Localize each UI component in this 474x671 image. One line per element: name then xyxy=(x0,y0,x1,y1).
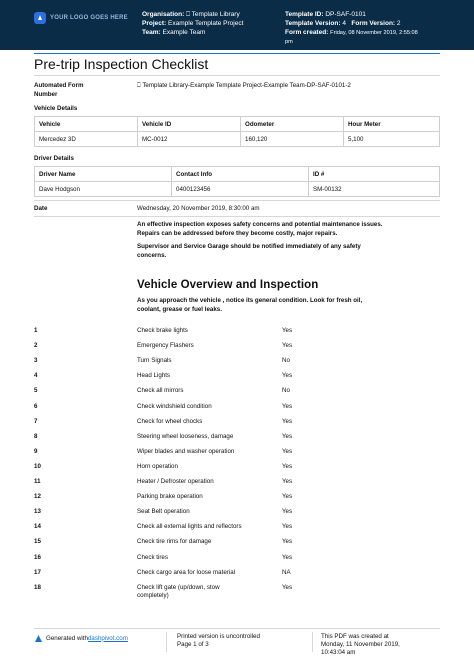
checklist-item-text: Head Lights xyxy=(137,372,171,380)
header-template-info xyxy=(285,10,445,47)
checklist-item xyxy=(137,418,202,426)
project-value: Example Template Project xyxy=(168,20,244,27)
odometer-cell: 160,120 xyxy=(241,132,344,147)
form-created-value-2: pm xyxy=(285,39,293,45)
vehicle-details-label: Vehicle Details xyxy=(34,105,78,112)
checklist-number: 2 xyxy=(34,342,38,350)
note-line: concerns. xyxy=(137,251,167,259)
hour-meter-cell: 5,100 xyxy=(344,132,440,147)
checklist-item xyxy=(137,463,178,471)
section-divider xyxy=(34,200,440,201)
footer-separator xyxy=(312,632,313,652)
checklist-number: 4 xyxy=(34,372,38,380)
note-line: Repairs can be addressed before they become costly, major repairs. xyxy=(137,229,338,237)
checklist-answer: Yes xyxy=(282,538,293,546)
checklist-item-text: Wiper blades and washer operation xyxy=(137,447,235,455)
checklist-answer: Yes xyxy=(282,432,293,440)
driver-details-label: Driver Details xyxy=(34,155,74,162)
checklist-item xyxy=(137,403,212,411)
footer-separator xyxy=(166,632,167,652)
checklist-answer: NA xyxy=(282,568,291,576)
section-heading: Vehicle Overview and Inspection xyxy=(137,279,319,291)
table-header-cell: Vehicle ID xyxy=(138,117,241,132)
checklist-item-text: Steering wheel looseness, damage xyxy=(137,432,234,440)
title-divider xyxy=(34,75,440,76)
template-version-value: 4 xyxy=(342,20,346,27)
generated-prefix: Generated with xyxy=(46,634,88,642)
header-project-info xyxy=(142,10,243,37)
logo-text: YOUR LOGO GOES HERE xyxy=(50,15,128,21)
checklist-item-text: Check tires xyxy=(137,553,168,561)
table-header-cell: Vehicle xyxy=(35,117,138,132)
inspection-note xyxy=(137,221,442,260)
checklist-number: 1 xyxy=(34,327,38,334)
checklist-item-text: Parking brake operation xyxy=(137,493,203,501)
checklist-item xyxy=(137,357,172,365)
overview-intro xyxy=(137,297,442,314)
checklist-number: 13 xyxy=(34,508,41,516)
driver-name-cell: Dave Hodgson xyxy=(35,182,172,197)
checklist-answer: No xyxy=(282,387,290,395)
form-number-label-line2: Number xyxy=(34,90,58,98)
form-version-value: 2 xyxy=(396,20,401,27)
note-line: Supervisor and Service Garage should be notified immediately of any safety xyxy=(137,243,361,250)
checklist-answer: Yes xyxy=(282,478,293,485)
checklist-number: 14 xyxy=(34,523,41,531)
checklist-answer: Yes xyxy=(282,372,293,380)
footer-generated xyxy=(34,634,128,643)
checklist-item xyxy=(137,372,170,380)
checklist-number: 18 xyxy=(34,583,41,591)
page-title: Pre-trip Inspection Checklist xyxy=(34,56,209,72)
team-value: Example Team xyxy=(162,29,206,36)
checklist-number: 6 xyxy=(34,402,38,410)
checklist-answer: Yes xyxy=(282,508,293,516)
checklist-item xyxy=(137,569,235,577)
template-id-value: DP-SAF-0101 xyxy=(325,11,366,18)
section-divider xyxy=(34,216,440,217)
footer-printed xyxy=(177,633,260,649)
form-version-label: Form Version: xyxy=(351,20,396,27)
checklist-number: 8 xyxy=(34,432,38,440)
checklist-answer: Yes xyxy=(282,493,293,501)
checklist-number: 10 xyxy=(34,462,41,470)
checklist-item xyxy=(137,508,190,516)
table-header-cell: Contact Info xyxy=(172,167,309,182)
checklist-item-text: Horn operation xyxy=(137,462,178,470)
footer-created xyxy=(321,633,400,657)
checklist-item-text: Check tire rims for damage xyxy=(137,538,212,546)
table-header-cell: ID # xyxy=(309,167,440,182)
header-divider xyxy=(34,53,440,54)
checklist-answer: Yes xyxy=(282,342,293,350)
checklist-number: 15 xyxy=(34,538,41,546)
checklist-answer: No xyxy=(282,357,290,365)
checklist-item xyxy=(137,342,194,350)
template-id-label: Template ID: xyxy=(285,11,324,18)
checklist-answer: Yes xyxy=(282,402,293,410)
checklist-answer: Yes xyxy=(282,417,293,425)
checklist-item-text: Seat Belt operation xyxy=(137,508,190,516)
intro-line: coolant, grease or fuel leaks. xyxy=(137,305,222,313)
org-value: ⎕ Template Library xyxy=(186,11,240,18)
table-header-cell: Driver Name xyxy=(35,167,172,182)
checklist-item-text: Check lift gate (up/down, stow xyxy=(137,583,220,591)
date-label: Date xyxy=(34,205,48,212)
form-number-label xyxy=(34,82,84,99)
checklist-answer: Yes xyxy=(282,523,293,531)
checklist-item-text: completely) xyxy=(137,591,169,599)
table-header-cell: Hour Meter xyxy=(344,117,440,132)
checklist-item xyxy=(137,327,188,335)
checklist-item-text: Heater / Defroster operation xyxy=(137,478,214,485)
template-version-label: Template Version: xyxy=(285,20,341,27)
form-number-label-line1: Automated Form xyxy=(34,82,84,89)
checklist-item-text: Check for wheel chocks xyxy=(137,417,203,425)
company-logo xyxy=(34,12,128,24)
project-label: Project: xyxy=(142,20,167,27)
checklist-number: 11 xyxy=(34,478,41,485)
checklist-number: 12 xyxy=(34,493,41,501)
dashpivot-icon xyxy=(34,634,43,643)
checklist-item xyxy=(137,584,220,600)
checklist-number: 9 xyxy=(34,447,38,455)
table-row xyxy=(35,132,440,147)
checklist-item xyxy=(137,554,168,562)
checklist-number: 3 xyxy=(34,357,38,365)
vehicle-details-table xyxy=(34,116,440,147)
team-label: Team: xyxy=(142,29,161,36)
dashpivot-link[interactable]: dashpivot.com xyxy=(87,634,128,642)
checklist-item-text: Check all mirrors xyxy=(137,387,184,395)
checklist-answer: Yes xyxy=(282,447,293,455)
table-header-row xyxy=(35,117,440,132)
table-row xyxy=(35,182,440,197)
checklist-answer: Yes xyxy=(282,583,293,591)
date-value: Wednesday, 20 November 2019, 8:30:00 am xyxy=(137,205,260,212)
checklist-item-text: Turn Signals xyxy=(137,357,172,365)
note-line: An effective inspection exposes safety concerns and potential maintenance issues. xyxy=(137,221,383,228)
page-number: Page 1 of 3 xyxy=(177,641,209,648)
checklist-answer: Yes xyxy=(282,327,293,334)
checklist-number: 17 xyxy=(34,568,41,576)
checklist-item xyxy=(137,538,211,546)
checklist-item xyxy=(137,478,214,486)
created-line: 10:43:04 am xyxy=(321,649,356,656)
checklist-item-text: Check brake lights xyxy=(137,327,188,334)
driver-id-cell: SM-00132 xyxy=(309,182,440,197)
checklist-item xyxy=(137,523,242,531)
checklist-item-text: Check cargo area for loose material xyxy=(137,568,236,576)
logo-icon xyxy=(34,12,46,24)
footer-divider xyxy=(34,628,440,629)
vehicle-id-cell: MC-0012 xyxy=(138,132,241,147)
vehicle-name-cell: Mercedez 3D xyxy=(35,132,138,147)
checklist-item xyxy=(137,387,183,395)
checklist-number: 5 xyxy=(34,387,38,395)
form-created-label: Form created: xyxy=(285,29,329,36)
printed-notice: Printed version is uncontrolled xyxy=(177,633,260,640)
table-header-row xyxy=(35,167,440,182)
form-created-value: Friday, 08 November 2019, 2:55:08 xyxy=(330,30,418,36)
checklist-answer: Yes xyxy=(282,553,293,561)
created-line: Monday, 11 November 2019, xyxy=(321,641,400,648)
checklist-item xyxy=(137,493,203,501)
checklist-item-text: Check windshield condition xyxy=(137,402,212,410)
checklist-answer: Yes xyxy=(282,462,293,470)
form-number-value: ⎕ Template Library-Example Template Project-Example Team-DP-SAF-0101-2 xyxy=(137,82,351,89)
checklist-number: 7 xyxy=(34,417,38,425)
contact-info-cell: 0400123456 xyxy=(172,182,309,197)
checklist-item-text: Emergency Flashers xyxy=(137,342,194,350)
driver-details-table xyxy=(34,166,440,197)
checklist-number: 16 xyxy=(34,553,41,561)
table-header-cell: Odometer xyxy=(241,117,344,132)
checklist-item-text: Check all external lights and reflectors xyxy=(137,523,242,531)
checklist-item xyxy=(137,433,233,441)
intro-line: As you approach the vehicle , notice its general condition. Look for fresh oil, xyxy=(137,297,363,304)
org-label: Organisation: xyxy=(142,11,185,18)
created-line: This PDF was created at xyxy=(321,633,389,640)
checklist-item xyxy=(137,448,234,456)
